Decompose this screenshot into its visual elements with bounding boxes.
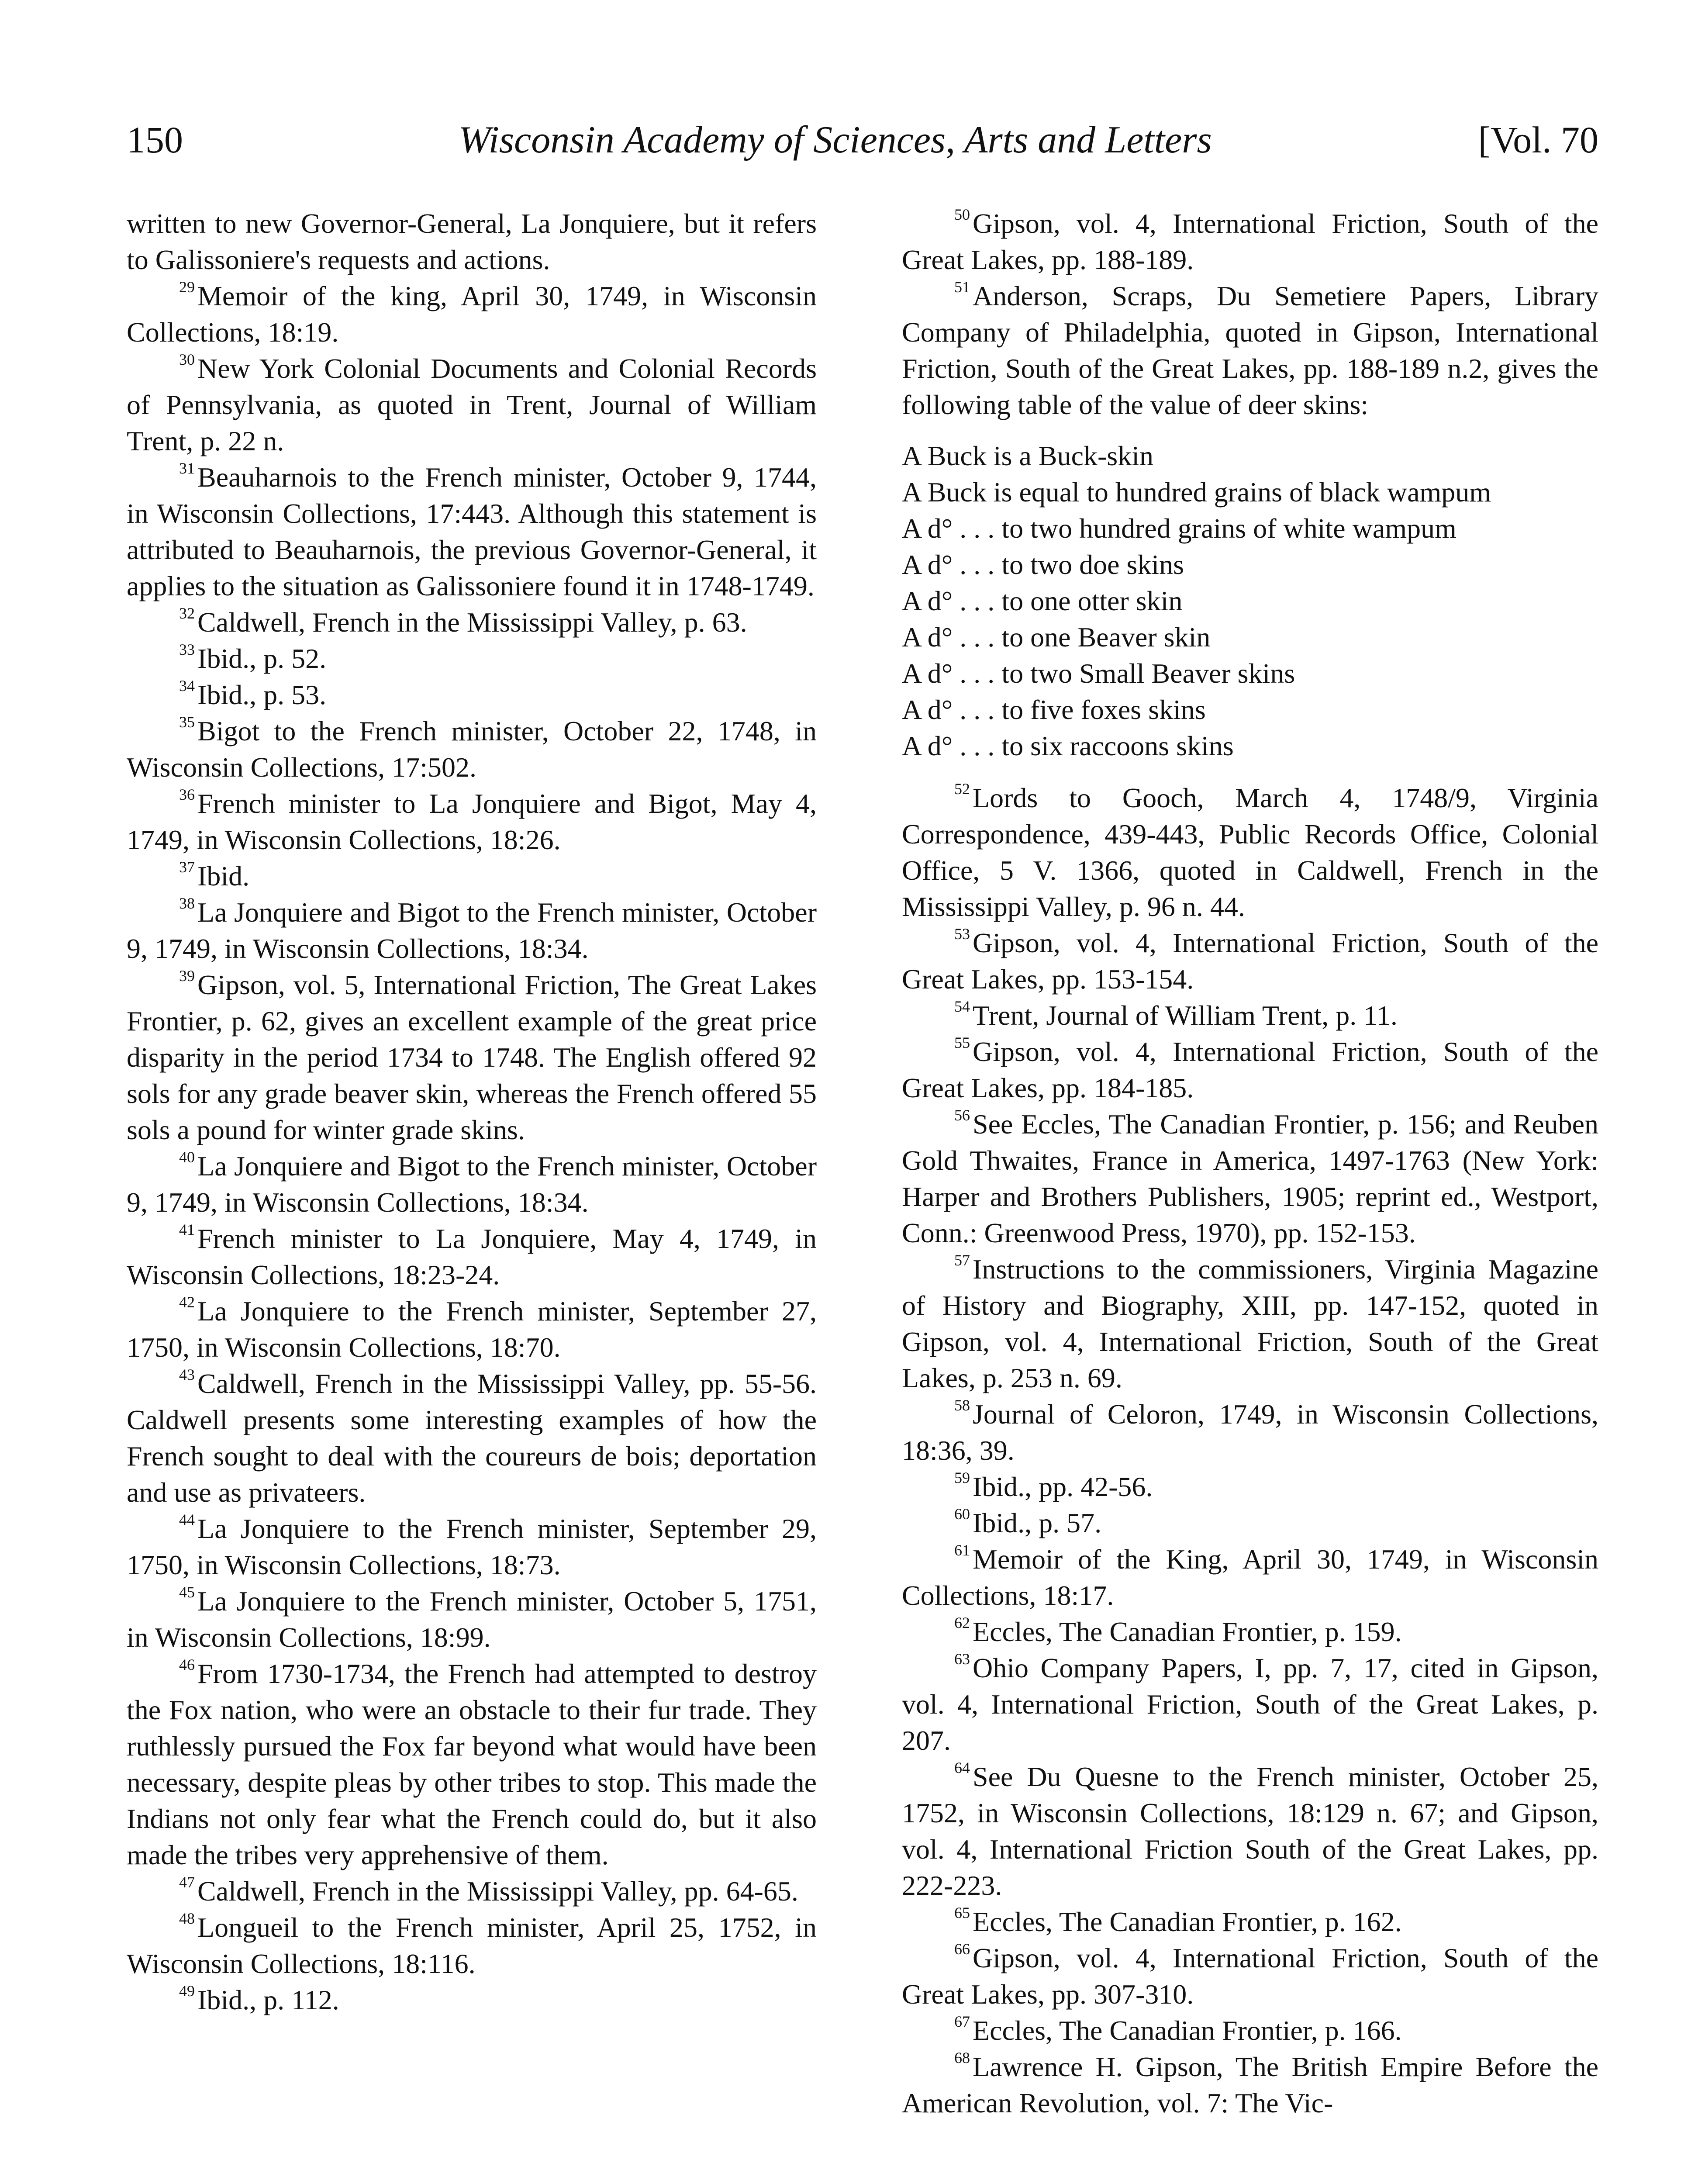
- footnote: [127, 1365, 817, 1510]
- footnote-number: 63: [954, 1650, 970, 1668]
- right-column: [902, 205, 1598, 2121]
- footnote-number: 52: [954, 780, 970, 798]
- footnote-number: 51: [954, 278, 970, 296]
- footnote: [902, 2012, 1598, 2049]
- footnote: [127, 1220, 817, 1293]
- footnote: [127, 1583, 817, 1655]
- footnote-number: 41: [179, 1221, 195, 1238]
- page-number: 150: [127, 119, 183, 161]
- footnote: [902, 1469, 1598, 1505]
- footnote: [127, 278, 817, 350]
- footnote-number: 35: [179, 713, 195, 731]
- footnote-number: 65: [954, 1904, 970, 1921]
- footnote-number: 64: [954, 1759, 970, 1776]
- footnote-number: 39: [179, 967, 195, 985]
- footnote: [902, 997, 1598, 1033]
- footnote-text: Longueil to the French minister, April 25, 1752, in Wisconsin Collections, 18:116.: [127, 1912, 817, 1979]
- table-row: A d° . . . to one otter skin: [902, 585, 1183, 616]
- footnote: [902, 1940, 1598, 2012]
- footnote-number: 40: [179, 1148, 195, 1166]
- footnote-number: 44: [179, 1511, 195, 1528]
- footnote-number: 68: [954, 2049, 970, 2067]
- footnote-text: Gipson, vol. 4, International Friction, South of the Great Lakes, pp. 184-185.: [902, 1036, 1598, 1103]
- footnote: [902, 780, 1598, 925]
- footnote: [127, 1655, 817, 1873]
- footnote-number: 31: [179, 460, 195, 477]
- footnote-number: 61: [954, 1541, 970, 1559]
- footnote-number: 48: [179, 1910, 195, 1927]
- footnote-text: Caldwell, French in the Mississippi Valley, p. 63.: [197, 607, 747, 638]
- table-row: A d° . . . to two hundred grains of white wampum: [902, 513, 1456, 544]
- footnote: [127, 894, 817, 967]
- footnote: [127, 350, 817, 459]
- footnote-text: Ibid., p. 112.: [197, 1984, 339, 2015]
- footnote-text: Eccles, The Canadian Frontier, p. 159.: [973, 1616, 1402, 1647]
- footnote-number: 57: [954, 1251, 970, 1269]
- footnote: [127, 1148, 817, 1220]
- footnote: [902, 1759, 1598, 1904]
- footnote: [902, 1650, 1598, 1759]
- left-column: [127, 205, 817, 2018]
- footnote-text: La Jonquiere and Bigot to the French minister, October 9, 1749, in Wisconsin Collections, 18:34.: [127, 1151, 817, 1218]
- right-notes-after-table: [902, 780, 1598, 2121]
- footnote-text: Caldwell, French in the Mississippi Valley, pp. 55-56. Caldwell presents some interesting examples of how the French sought to deal with the coureurs de bois; deportation and use as privateers.: [127, 1368, 817, 1508]
- footnote-text: Gipson, vol. 4, International Friction, South of the Great Lakes, pp. 307-310.: [902, 1942, 1598, 2010]
- footnote: [127, 1909, 817, 1982]
- footnote-number: 53: [954, 925, 970, 943]
- footnote-text: La Jonquiere and Bigot to the French minister, October 9, 1749, in Wisconsin Collections, 18:34.: [127, 897, 817, 964]
- footnote-text: Gipson, vol. 5, International Friction, The Great Lakes Frontier, p. 62, gives an excellent example of the great price disparity in the period 1734 to 1748. The English offered 92 sols for any grade beaver skin, whereas the French offered 55 sols a pound for winter grade skins.: [127, 969, 817, 1145]
- footnote: [902, 2049, 1598, 2121]
- footnote-number: 42: [179, 1293, 195, 1311]
- footnote-number: 49: [179, 1982, 195, 2000]
- footnote-text: See Du Quesne to the French minister, October 25, 1752, in Wisconsin Collections, 18:129 n. 67; and Gipson, vol. 4, International Friction South of the Great Lakes, pp. 222-223.: [902, 1761, 1598, 1901]
- footnote: [127, 1510, 817, 1583]
- footnote-number: 36: [179, 786, 195, 803]
- table-row: A Buck is a Buck-skin: [902, 440, 1153, 471]
- running-header: [127, 118, 1598, 166]
- footnote-number: 58: [954, 1396, 970, 1414]
- footnote: [127, 713, 817, 785]
- journal-title: Wisconsin Academy of Sciences, Arts and Letters: [459, 119, 1212, 161]
- footnote-text: French minister to La Jonquiere, May 4, 1749, in Wisconsin Collections, 18:23-24.: [127, 1223, 817, 1290]
- footnote-number: 62: [954, 1614, 970, 1631]
- footnote: [127, 459, 817, 604]
- footnote: [902, 925, 1598, 997]
- footnote-number: 29: [179, 278, 195, 296]
- left-notes-list: [127, 278, 817, 2018]
- footnote: [127, 677, 817, 713]
- footnote: [902, 1541, 1598, 1614]
- footnote-number: 30: [179, 351, 195, 368]
- footnote-text: Ibid., p. 53.: [197, 679, 327, 710]
- footnote-number: 33: [179, 641, 195, 658]
- footnote-text: See Eccles, The Canadian Frontier, p. 156; and Reuben Gold Thwaites, France in America, 1497-1763 (New York: Harper and Brothers Publishers, 1905; reprint ed., Westport, Conn.: Greenwood Press, 1970), pp. 152-153.: [902, 1109, 1598, 1248]
- footnote-text: Ohio Company Papers, I, pp. 7, 17, cited in Gipson, vol. 4, International Friction, South of the Great Lakes, p. 207.: [902, 1652, 1598, 1756]
- footnote: [127, 1293, 817, 1365]
- footnote-number: 67: [954, 2013, 970, 2030]
- footnote-text: Bigot to the French minister, October 22, 1748, in Wisconsin Collections, 17:502.: [127, 715, 817, 783]
- footnote-number: 56: [954, 1106, 970, 1124]
- continued-note: written to new Governor-General, La Jonquiere, but it refers to Galissoniere's requests and actions.: [127, 208, 817, 275]
- footnote-text: Instructions to the commissioners, Virginia Magazine of History and Biography, XIII, pp. 147-152, quoted in Gipson, vol. 4, International Friction, South of the Great Lakes, p. 253 n. 69.: [902, 1254, 1598, 1393]
- table-row: A d° . . . to five foxes skins: [902, 694, 1206, 725]
- volume-label: [Vol. 70: [1478, 119, 1598, 161]
- footnote-text: La Jonquiere to the French minister, October 5, 1751, in Wisconsin Collections, 18:99.: [127, 1586, 817, 1653]
- footnote-text: New York Colonial Documents and Colonial Records of Pennsylvania, as quoted in Trent, Journal of William Trent, p. 22 n.: [127, 353, 817, 456]
- footnote: [127, 967, 817, 1148]
- footnote-number: 45: [179, 1583, 195, 1601]
- footnote-text: Trent, Journal of William Trent, p. 11.: [973, 1000, 1398, 1031]
- footnote-text: Lawrence H. Gipson, The British Empire Before the American Revolution, vol. 7: The Vic-: [902, 2051, 1598, 2118]
- table-row: A d° . . . to two doe skins: [902, 549, 1184, 580]
- footnote: [127, 785, 817, 858]
- footnote-number: 55: [954, 1034, 970, 1051]
- footnote: [127, 858, 817, 894]
- footnote: [127, 1982, 817, 2018]
- footnote-text: Anderson, Scraps, Du Semetiere Papers, Library Company of Philadelphia, quoted in Gipson, International Friction, South of the Great Lakes, pp. 188-189 n.2, gives the following table of the value of deer skins:: [902, 280, 1598, 420]
- footnote: [902, 278, 1598, 423]
- footnote-number: 60: [954, 1505, 970, 1523]
- footnote-text: Ibid., pp. 42-56.: [973, 1471, 1153, 1502]
- footnote-text: Gipson, vol. 4, International Friction, South of the Great Lakes, pp. 188-189.: [902, 208, 1598, 275]
- footnote-number: 37: [179, 858, 195, 876]
- footnote: [902, 1396, 1598, 1469]
- footnote-number: 66: [954, 1940, 970, 1958]
- right-notes-before-table: [902, 205, 1598, 423]
- deer-skin-value-table: [902, 438, 1598, 764]
- footnote-text: Ibid., p. 52.: [197, 643, 327, 674]
- footnote: [127, 604, 817, 640]
- footnote-text: Ibid., p. 57.: [973, 1507, 1102, 1538]
- footnote-text: Eccles, The Canadian Frontier, p. 162.: [973, 1906, 1402, 1937]
- footnote: [127, 640, 817, 677]
- table-row: A d° . . . to one Beaver skin: [902, 622, 1211, 653]
- footnote: [902, 1251, 1598, 1396]
- footnote-text: Ibid.: [197, 860, 250, 892]
- footnote-text: French minister to La Jonquiere and Bigot, May 4, 1749, in Wisconsin Collections, 18:26.: [127, 788, 817, 855]
- footnote-number: 34: [179, 677, 195, 695]
- footnote: [902, 1033, 1598, 1106]
- footnote: [127, 1873, 817, 1909]
- footnote-text: Memoir of the king, April 30, 1749, in Wisconsin Collections, 18:19.: [127, 280, 817, 348]
- footnote: [902, 1614, 1598, 1650]
- footnote-number: 59: [954, 1469, 970, 1486]
- footnote-number: 43: [179, 1366, 195, 1383]
- footnote-text: La Jonquiere to the French minister, September 29, 1750, in Wisconsin Collections, 18:73.: [127, 1513, 817, 1580]
- footnote-number: 54: [954, 998, 970, 1015]
- footnote-text: Memoir of the King, April 30, 1749, in Wisconsin Collections, 18:17.: [902, 1544, 1598, 1611]
- footnote-text: From 1730-1734, the French had attempted to destroy the Fox nation, who were an obstacle to their fur trade. They ruthlessly pursued the Fox far beyond what would have been necessary, despite pleas by other tribes to stop. This made the Indians not only fear what the French could do, but it also made the tribes very apprehensive of them.: [127, 1658, 817, 1870]
- footnote-text: Lords to Gooch, March 4, 1748/9, Virginia Correspondence, 439-443, Public Records Office, Colonial Office, 5 V. 1366, quoted in Caldwell, French in the Mississippi Valley, p. 96 n. 44.: [902, 782, 1598, 922]
- footnote-number: 47: [179, 1873, 195, 1891]
- footnote: [902, 1505, 1598, 1541]
- footnote-text: Beauharnois to the French minister, October 9, 1744, in Wisconsin Collections, 17:443. Although this statement is attributed to Beauharnois, the previous Governor-General, it applies to the situation as Galissoniere found it in 1748-1749.: [127, 462, 817, 601]
- table-row: A d° . . . to two Small Beaver skins: [902, 658, 1295, 689]
- footnote-number: 32: [179, 605, 195, 622]
- footnote-text: Caldwell, French in the Mississippi Valley, pp. 64-65.: [197, 1876, 798, 1907]
- footnote-text: Journal of Celoron, 1749, in Wisconsin Collections, 18:36, 39.: [902, 1399, 1598, 1466]
- footnote-text: Eccles, The Canadian Frontier, p. 166.: [973, 2015, 1402, 2046]
- footnote: [902, 1106, 1598, 1251]
- table-row: A d° . . . to six raccoons skins: [902, 730, 1234, 761]
- footnote: [902, 1904, 1598, 1940]
- footnote-number: 50: [954, 206, 970, 223]
- footnote: [902, 205, 1598, 278]
- footnote-number: 46: [179, 1656, 195, 1673]
- table-row: A Buck is equal to hundred grains of black wampum: [902, 477, 1491, 508]
- footnote-text: Gipson, vol. 4, International Friction, South of the Great Lakes, pp. 153-154.: [902, 927, 1598, 995]
- footnote-number: 38: [179, 895, 195, 912]
- footnote-text: La Jonquiere to the French minister, September 27, 1750, in Wisconsin Collections, 18:70.: [127, 1296, 817, 1363]
